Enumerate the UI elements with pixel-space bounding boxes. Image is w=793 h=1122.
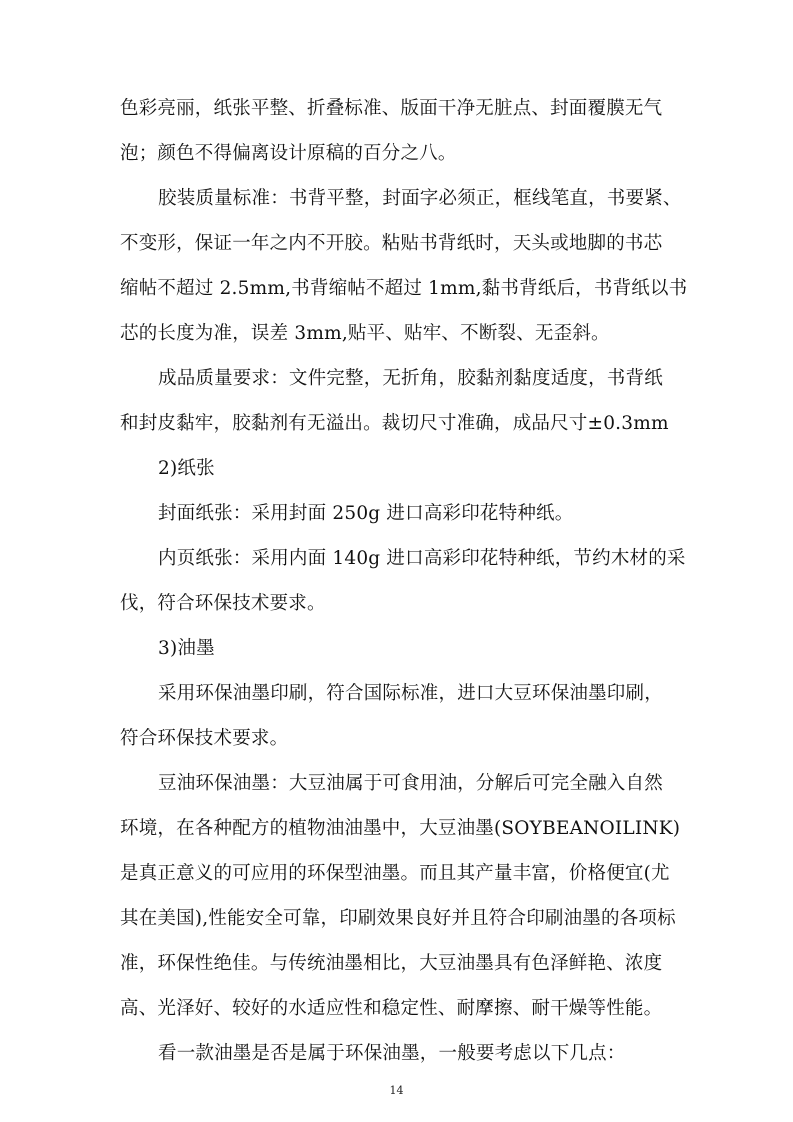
text-line: 采用环保油墨印刷，符合国际标准，进口大豆环保油墨印刷， <box>158 683 663 704</box>
text-line: 内页纸张：采用内面 140g 进口高彩印花特种纸，节约木材的采 <box>158 548 686 569</box>
text-line: 色彩亮丽，纸张平整、折叠标准、版面干净无脏点、封面覆膜无气 <box>120 98 663 119</box>
page-number: 14 <box>389 1084 404 1097</box>
text-line: 高、光泽好、较好的水适应性和稳定性、耐摩擦、耐干燥等性能。 <box>120 998 663 1019</box>
text-line: 不变形，保证一年之内不开胶。粘贴书背纸时，天头或地脚的书芯 <box>120 233 663 254</box>
text-line: 成品质量要求：文件完整，无折角，胶黏剂黏度适度，书背纸 <box>158 368 663 389</box>
text-line: 泡；颜色不得偏离设计原稿的百分之八。 <box>120 143 457 164</box>
text-line: 封面纸张：采用封面 250g 进口高彩印花特种纸。 <box>158 503 574 524</box>
text-line: 伐，符合环保技术要求。 <box>120 593 326 614</box>
text-line: 和封皮黏牢，胶黏剂有无溢出。裁切尺寸准确，成品尺寸±0.3mm <box>120 413 669 434</box>
text-line: 环境，在各种配方的植物油油墨中，大豆油墨(SOYBEANOILINK) <box>120 818 681 839</box>
text-line: 其在美国),性能安全可靠，印刷效果良好并且符合印刷油墨的各项标 <box>120 908 676 929</box>
text-line: 芯的长度为准，误差 3mm,贴平、贴牢、不断裂、无歪斜。 <box>120 323 610 344</box>
text-line: 豆油环保油墨：大豆油属于可食用油，分解后可完全融入自然 <box>158 773 663 794</box>
text-line: 是真正意义的可应用的环保型油墨。而且其产量丰富，价格便宜(尤 <box>120 863 670 884</box>
text-line: 准，环保性绝佳。与传统油墨相比，大豆油墨具有色泽鲜艳、浓度 <box>120 953 663 974</box>
section-heading: 3)油墨 <box>158 638 215 659</box>
section-heading: 2)纸张 <box>158 458 215 479</box>
text-line: 符合环保技术要求。 <box>120 728 289 749</box>
text-line: 看一款油墨是否是属于环保油墨，一般要考虑以下几点： <box>158 1043 626 1064</box>
text-line: 胶装质量标准：书背平整，封面字必须正，框线笔直，书要紧、 <box>158 188 682 209</box>
text-line: 缩帖不超过 2.5mm,书背缩帖不超过 1mm,黏书背纸后，书背纸以书 <box>120 278 688 299</box>
